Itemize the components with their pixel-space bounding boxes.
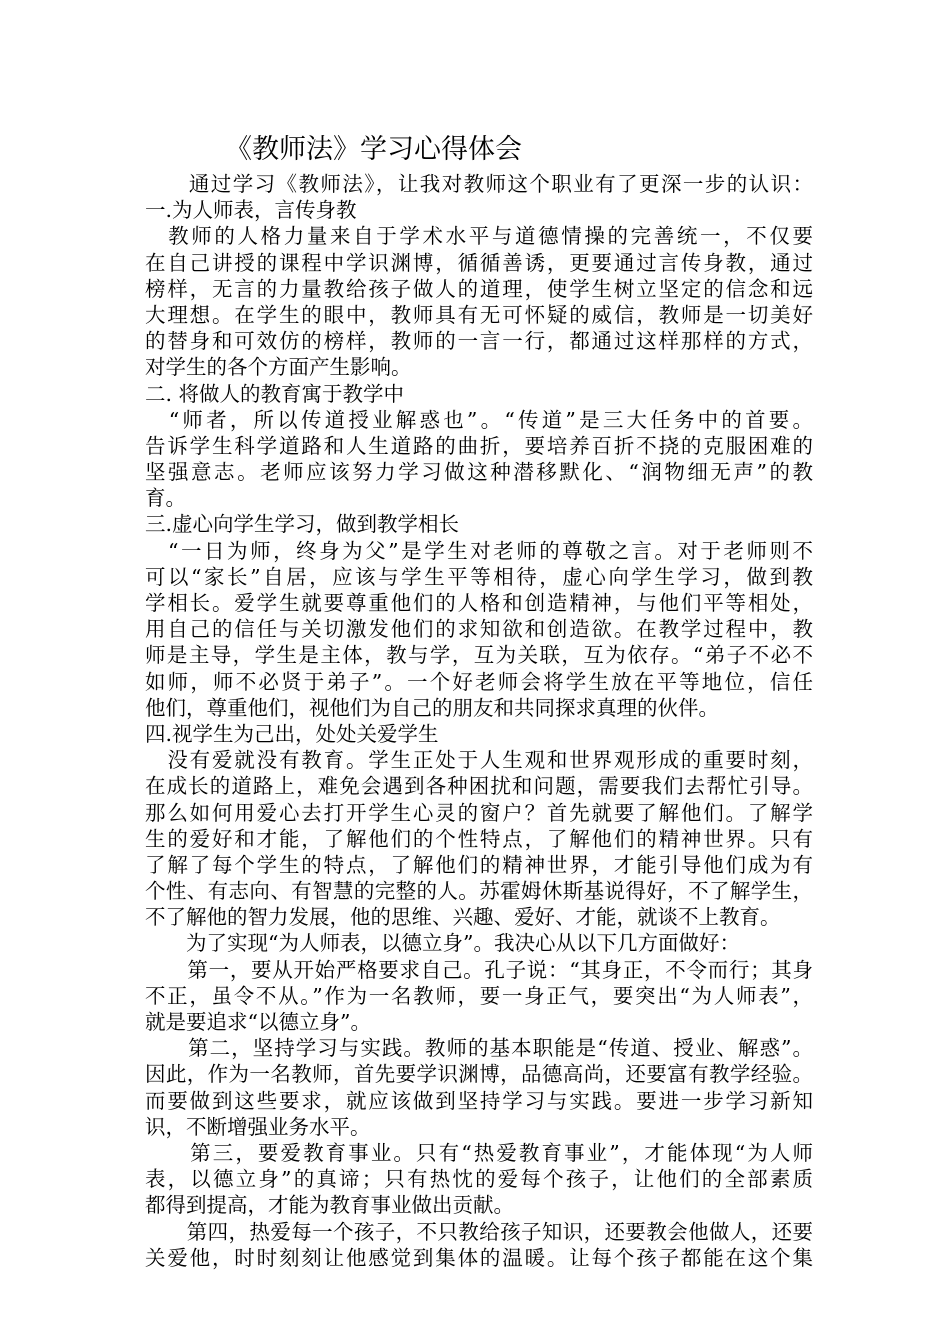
document-body — [145, 171, 813, 1271]
text-line: 通过学习《教师法》，让我对教师这个职业有了更深一步的认识： — [145, 172, 813, 196]
text-line: 关爱他，时时刻刻让他感觉到集体的温暖。让每个孩子都能在这个集 — [145, 1245, 813, 1270]
document-title: 《教师法》学习心得体会 — [225, 134, 522, 165]
text-line: 四.视学生为己出，处处关爱学生 — [145, 721, 439, 746]
text-line: 的替身和可效仿的榜样，教师的一言一行，都通过这样那样的方式， — [145, 329, 813, 354]
text-line: 可以“家长”自居，应该与学生平等相待，虚心向学生学习，做到教 — [145, 564, 813, 589]
text-line: “一日为师，终身为父”是学生对老师的尊敬之言。对于老师则不 — [145, 538, 813, 563]
text-line: 他们，尊重他们，视他们为自己的朋友和共同探求真理的伙伴。 — [145, 695, 719, 720]
text-line: 而要做到这些要求，就应该做到坚持学习与实践。要进一步学习新知 — [145, 1088, 813, 1113]
text-line: 没有爱就没有教育。学生正处于人生观和世界观形成的重要时刻， — [145, 748, 813, 773]
text-line: 了解了每个学生的特点，了解他们的精神世界，才能引导他们成为有 — [145, 852, 813, 877]
text-line: 就是要追求“以德立身”。 — [145, 1010, 371, 1034]
text-line: 第二，坚持学习与实践。教师的基本职能是“传道、授业、解惑”。 — [145, 1036, 813, 1061]
text-line: 不正，虽令不从。”作为一名教师，要一身正气，要突出“为人师表”， — [145, 983, 813, 1008]
text-line: 教师的人格力量来自于学术水平与道德情操的完善统一，不仅要 — [145, 224, 813, 249]
text-line: 一.为人师表，言传身教 — [145, 198, 357, 223]
text-line: 都得到提高，才能为教育事业做出贡献。 — [145, 1193, 514, 1218]
text-line: 那么如何用爱心去打开学生心灵的窗户？首先就要了解他们。了解学 — [145, 800, 813, 825]
text-line: 在自己讲授的课程中学识渊博，循循善诱，更要通过言传身教，通过 — [145, 250, 813, 275]
text-line: 三.虚心向学生学习，做到教学相长 — [145, 512, 460, 537]
text-line: 对学生的各个方面产生影响。 — [145, 355, 412, 380]
text-line: 告诉学生科学道路和人生道路的曲折，要培养百折不挠的克服困难的 — [145, 433, 813, 458]
text-line: 师是主导，学生是主体，教与学，互为关联，互为依存。“弟子不必不 — [145, 643, 813, 668]
text-line: “师者，所以传道授业解惑也”。“传道”是三大任务中的首要。 — [145, 407, 813, 432]
text-line: 个性、有志向、有智慧的完整的人。苏霍姆休斯基说得好，不了解学生， — [145, 879, 813, 904]
text-line: 二. 将做人的教育寓于教学中 — [145, 381, 405, 406]
text-line: 不了解他的智力发展，他的思维、兴趣、爱好、才能，就谈不上教育。 — [145, 905, 781, 930]
text-line: 因此，作为一名教师，首先要学识渊博，品德高尚，还要富有教学经验。 — [145, 1062, 813, 1087]
text-line: 生的爱好和才能，了解他们的个性特点，了解他们的精神世界。只有 — [145, 826, 813, 851]
text-line: 育。 — [145, 486, 186, 511]
text-line: 第四，热爱每一个孩子，不只教给孩子知识，还要教会他做人，还要 — [145, 1219, 813, 1244]
text-line: 第三，要爱教育事业。只有“热爱教育事业”，才能体现“为人师 — [145, 1140, 813, 1165]
text-line: 学相长。爱学生就要尊重他们的人格和创造精神，与他们平等相处， — [145, 591, 813, 615]
text-line: 用自己的信任与关切激发他们的求知欲和创造欲。在教学过程中，教 — [145, 617, 813, 642]
text-line: 大理想。在学生的眼中，教师具有无可怀疑的威信，教师是一切美好 — [145, 302, 813, 327]
text-line: 在成长的道路上，难免会遇到各种困扰和问题，需要我们去帮忙引导。 — [145, 774, 813, 799]
text-line: 表，以德立身”的真谛；只有热忱的爱每个孩子，让他们的全部素质 — [145, 1167, 813, 1192]
text-line: 如师，师不必贤于弟子”。一个好老师会将学生放在平等地位，信任 — [145, 669, 813, 694]
text-line: 第一，要从开始严格要求自己。孔子说：“其身正，不令而行；其身 — [145, 957, 813, 982]
text-line: 坚强意志。老师应该努力学习做这种潜移默化、“润物细无声”的教 — [145, 460, 813, 485]
text-line: 识，不断增强业务水平。 — [145, 1114, 371, 1139]
text-line: 为了实现“为人师表，以德立身”。我决心从以下几方面做好： — [145, 931, 740, 956]
text-line: 榜样，无言的力量教给孩子做人的道理，使学生树立坚定的信念和远 — [145, 276, 813, 301]
